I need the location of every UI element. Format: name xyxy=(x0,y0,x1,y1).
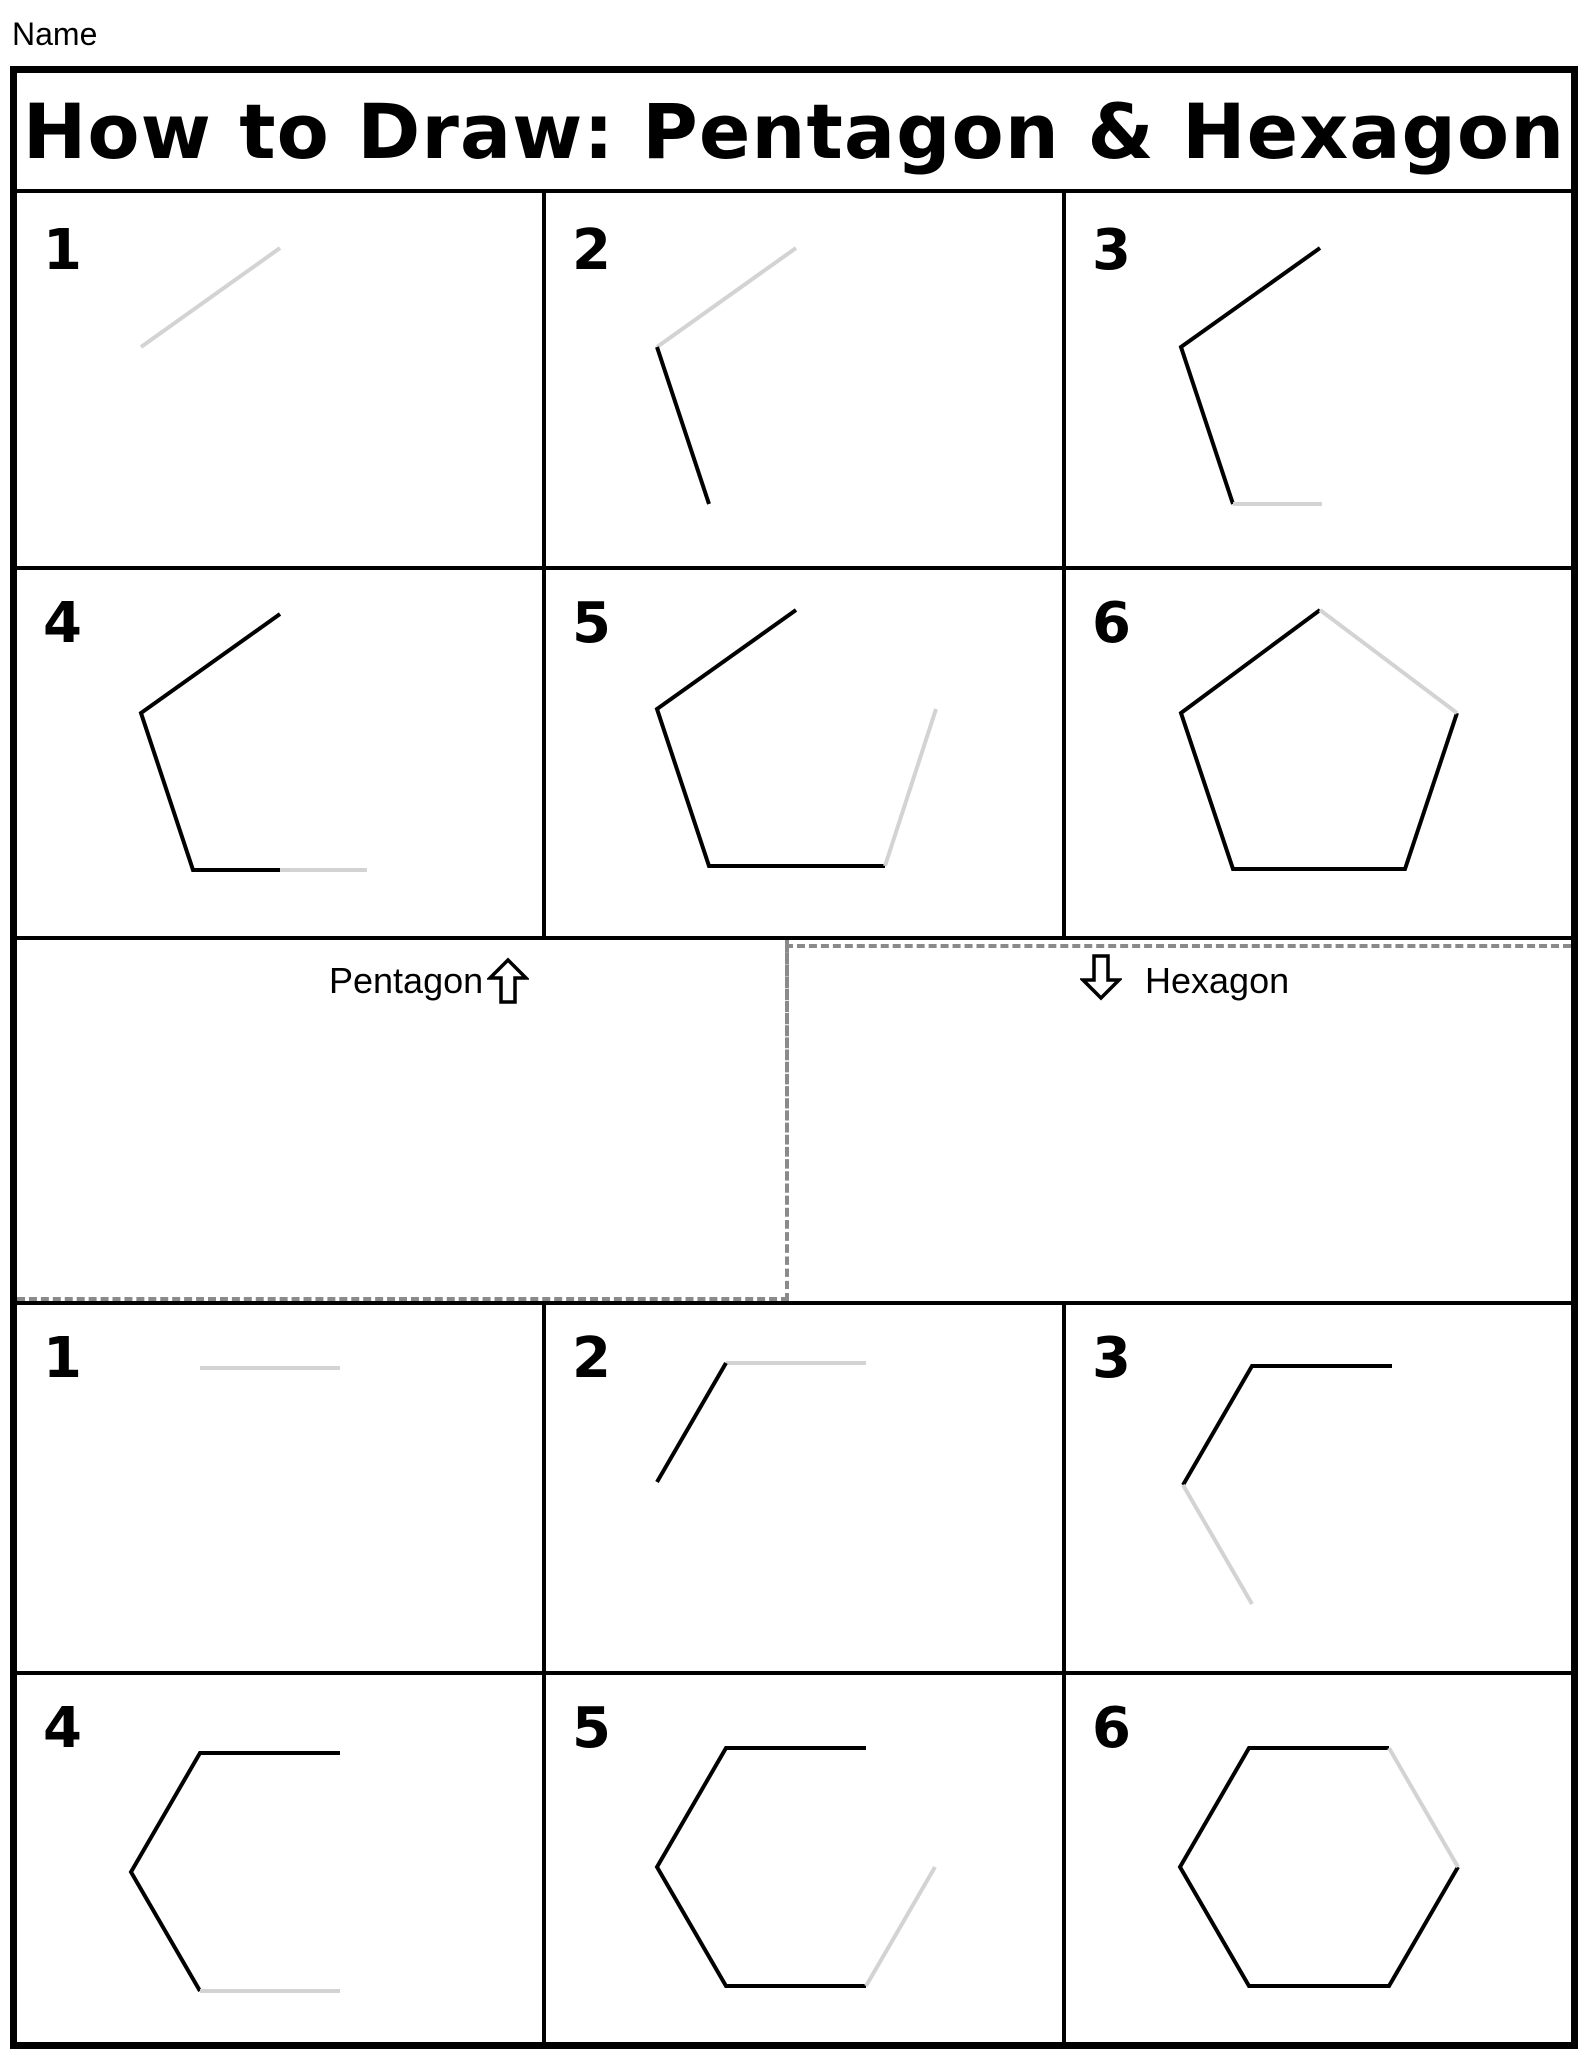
drawn-stroke xyxy=(131,1753,340,1991)
pentagon-step-6-drawing xyxy=(1066,570,1571,936)
hexagon-step-5-drawing xyxy=(546,1675,1062,2049)
step-number: 1 xyxy=(43,218,82,283)
guide-stroke xyxy=(141,248,280,347)
drawn-stroke xyxy=(657,1363,726,1482)
drawn-stroke xyxy=(1181,610,1457,869)
drawn-stroke xyxy=(1183,1366,1392,1485)
step-number: 2 xyxy=(572,218,611,283)
guide-stroke xyxy=(885,709,936,866)
step-number: 3 xyxy=(1092,218,1131,283)
step-number: 6 xyxy=(1092,591,1131,656)
pentagon-step-5 xyxy=(546,570,1062,936)
pentagon-step-1 xyxy=(17,197,542,566)
hexagon-step-3-drawing xyxy=(1066,1305,1571,1671)
pentagon-label: Pentagon xyxy=(329,960,484,1001)
name-label: Name xyxy=(12,16,98,52)
guide-stroke xyxy=(657,248,796,347)
guide-stroke xyxy=(1183,1485,1252,1604)
drawn-stroke xyxy=(1181,248,1320,504)
step-number: 1 xyxy=(43,1326,82,1391)
hexagon-step-4 xyxy=(17,1675,542,2049)
step-number: 4 xyxy=(43,591,82,656)
pentagon-step-4 xyxy=(17,570,542,936)
guide-stroke xyxy=(1389,1748,1458,1867)
hexagon-step-6-drawing xyxy=(1066,1675,1571,2049)
pentagon-step-1-drawing xyxy=(17,197,542,566)
pentagon-step-6 xyxy=(1066,570,1571,936)
drawn-stroke xyxy=(657,610,885,866)
pentagon-step-4-drawing xyxy=(17,570,542,936)
pentagon-step-3 xyxy=(1066,197,1571,566)
step-number: 5 xyxy=(572,1696,611,1761)
step-number: 2 xyxy=(572,1326,611,1391)
pentagon-step-3-drawing xyxy=(1066,197,1571,566)
step-number: 6 xyxy=(1092,1696,1131,1761)
guide-stroke xyxy=(866,1867,935,1986)
drawn-stroke xyxy=(1180,1748,1458,1986)
worksheet-frame xyxy=(10,66,1578,2049)
drawn-stroke xyxy=(141,614,280,870)
drawn-stroke xyxy=(657,1748,866,1986)
step-number: 3 xyxy=(1092,1326,1131,1391)
hexagon-step-6 xyxy=(1066,1675,1571,2049)
arrow-down-outline-icon xyxy=(1080,953,1122,1001)
hexagon-step-2 xyxy=(546,1305,1062,1671)
hexagon-step-3 xyxy=(1066,1305,1571,1671)
hexagon-step-5 xyxy=(546,1675,1062,2049)
hexagon-step-4-drawing xyxy=(17,1675,542,2049)
pentagon-step-5-drawing xyxy=(546,570,1062,936)
hexagon-step-1-drawing xyxy=(17,1305,542,1671)
hexagon-label: Hexagon xyxy=(1145,960,1290,1001)
pentagon-step-2 xyxy=(546,197,1062,566)
step-number: 4 xyxy=(43,1696,82,1761)
step-number: 5 xyxy=(572,591,611,656)
page-title: How to Draw: Pentagon & Hexagon xyxy=(17,73,1571,193)
pentagon-step-2-drawing xyxy=(546,197,1062,566)
hexagon-step-2-drawing xyxy=(546,1305,1062,1671)
arrow-up-outline-icon xyxy=(487,957,529,1005)
drawn-stroke xyxy=(657,347,709,504)
hexagon-step-1 xyxy=(17,1305,542,1671)
guide-stroke xyxy=(1320,610,1457,713)
